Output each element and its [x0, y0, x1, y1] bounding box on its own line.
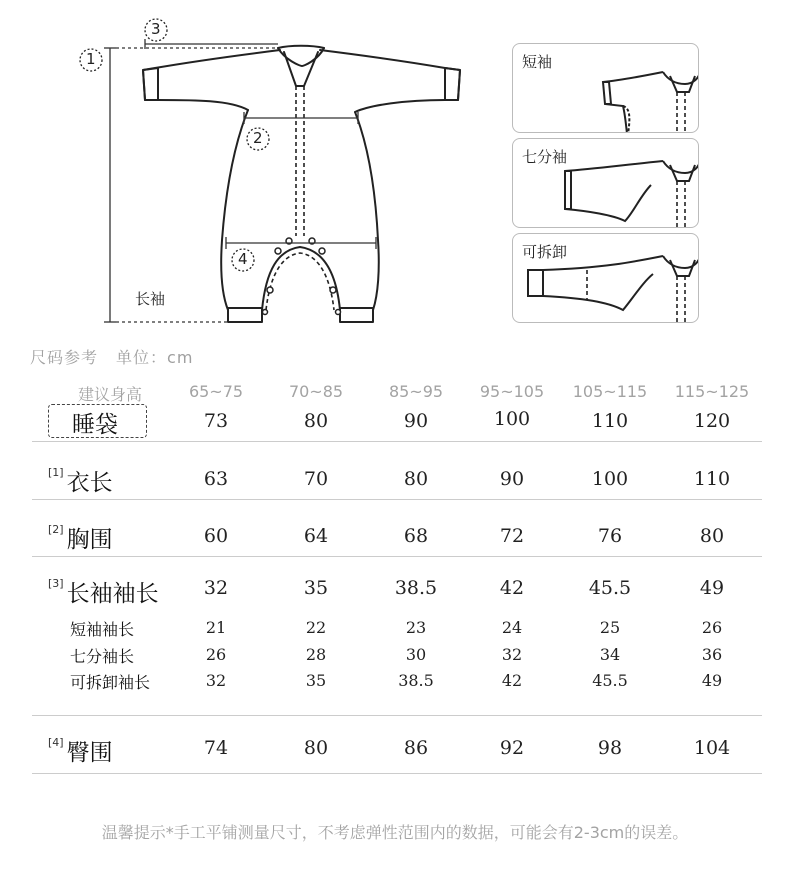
cell: 74	[203, 737, 229, 759]
cell: 80	[303, 410, 329, 432]
cell: 76	[597, 525, 623, 547]
row-label	[48, 734, 113, 767]
variant-label: 短袖	[522, 53, 553, 71]
variant-label: 七分袖	[522, 148, 568, 166]
row-label	[48, 521, 113, 554]
callout-2: 2	[253, 129, 263, 147]
row-label: 睡袋	[72, 412, 118, 438]
short-sleeve-drawing	[513, 44, 699, 133]
height-col: 95~105	[479, 382, 545, 401]
height-col: 115~125	[674, 382, 750, 401]
cell: 28	[305, 645, 327, 664]
row-marker: [3]	[48, 577, 64, 590]
cell: 68	[403, 525, 429, 547]
cell: 120	[693, 410, 731, 432]
size-caption	[30, 345, 193, 368]
variant-label: 可拆卸	[522, 243, 568, 261]
divider	[32, 715, 762, 716]
cell: 49	[701, 671, 723, 690]
row-marker: [4]	[48, 736, 64, 749]
cell: 32	[205, 671, 227, 690]
caption-title: 尺码参考	[30, 348, 99, 367]
row-label	[48, 464, 113, 497]
cell: 32	[203, 577, 229, 599]
cell: 22	[305, 618, 327, 637]
cell: 98	[597, 737, 623, 759]
cell: 100	[493, 408, 531, 430]
cell: 42	[501, 671, 523, 690]
row-label-text: 胸围	[66, 527, 113, 553]
table-header	[0, 382, 790, 404]
cell: 80	[303, 737, 329, 759]
cell: 36	[701, 645, 723, 664]
callout-1: 1	[86, 50, 96, 68]
cell: 90	[403, 410, 429, 432]
three-quarter-sleeve-drawing	[513, 139, 699, 228]
variant-detachable-sleeve	[512, 233, 699, 323]
cell: 90	[499, 468, 525, 490]
row-marker: [1]	[48, 466, 64, 479]
height-col: 85~95	[388, 382, 444, 401]
cell: 49	[699, 577, 725, 599]
cell: 38.5	[394, 577, 438, 599]
row-label-text: 臀围	[66, 740, 113, 766]
detachable-sleeve-drawing	[513, 234, 699, 323]
cell: 110	[693, 468, 731, 490]
row-label-text: 衣长	[66, 470, 113, 496]
divider	[32, 499, 762, 500]
cell: 110	[591, 410, 629, 432]
header-label: 建议身高	[77, 385, 142, 404]
cell: 104	[693, 737, 731, 759]
cell: 45.5	[592, 671, 628, 690]
cell: 60	[203, 525, 229, 547]
row-label: 短袖袖长	[70, 620, 135, 639]
footnote: 温馨提示*手工平铺测量尺寸，不考虑弹性范围内的数据，可能会有2-3cm的误差。	[101, 823, 689, 842]
cell: 45.5	[588, 577, 632, 599]
cell: 24	[501, 618, 523, 637]
height-col: 65~75	[188, 382, 244, 401]
cell: 35	[303, 577, 329, 599]
divider	[32, 441, 762, 442]
row-label-text: 长袖袖长	[66, 581, 159, 607]
height-col: 70~85	[288, 382, 344, 401]
cell: 26	[701, 618, 723, 637]
cell: 92	[499, 737, 525, 759]
cell: 80	[403, 468, 429, 490]
row-label: 可拆卸袖长	[70, 673, 151, 692]
cell: 25	[599, 618, 621, 637]
cell: 34	[599, 645, 621, 664]
cell: 21	[205, 618, 227, 637]
cell: 26	[205, 645, 227, 664]
cell: 38.5	[398, 671, 434, 690]
row-marker: [2]	[48, 523, 64, 536]
cell: 63	[203, 468, 229, 490]
cell: 35	[305, 671, 327, 690]
cell: 100	[591, 468, 629, 490]
garment-diagram	[0, 0, 790, 335]
variant-three-quarter-sleeve	[512, 138, 699, 228]
cell: 86	[403, 737, 429, 759]
height-col: 105~115	[572, 382, 648, 401]
row-label	[48, 575, 159, 608]
variant-short-sleeve	[512, 43, 699, 133]
cell: 32	[501, 645, 523, 664]
callout-4: 4	[238, 250, 248, 268]
caption-unit: 单位：cm	[116, 348, 194, 367]
cell: 23	[405, 618, 427, 637]
cell: 80	[699, 525, 725, 547]
long-sleeve-label: 长袖	[135, 290, 166, 308]
cell: 73	[203, 410, 229, 432]
divider	[32, 773, 762, 774]
cell: 30	[405, 645, 427, 664]
cell: 72	[499, 525, 525, 547]
cell: 42	[499, 577, 525, 599]
divider	[32, 556, 762, 557]
cell: 64	[303, 525, 329, 547]
cell: 70	[303, 468, 329, 490]
row-label: 七分袖长	[70, 647, 135, 666]
callout-3: 3	[151, 20, 161, 38]
